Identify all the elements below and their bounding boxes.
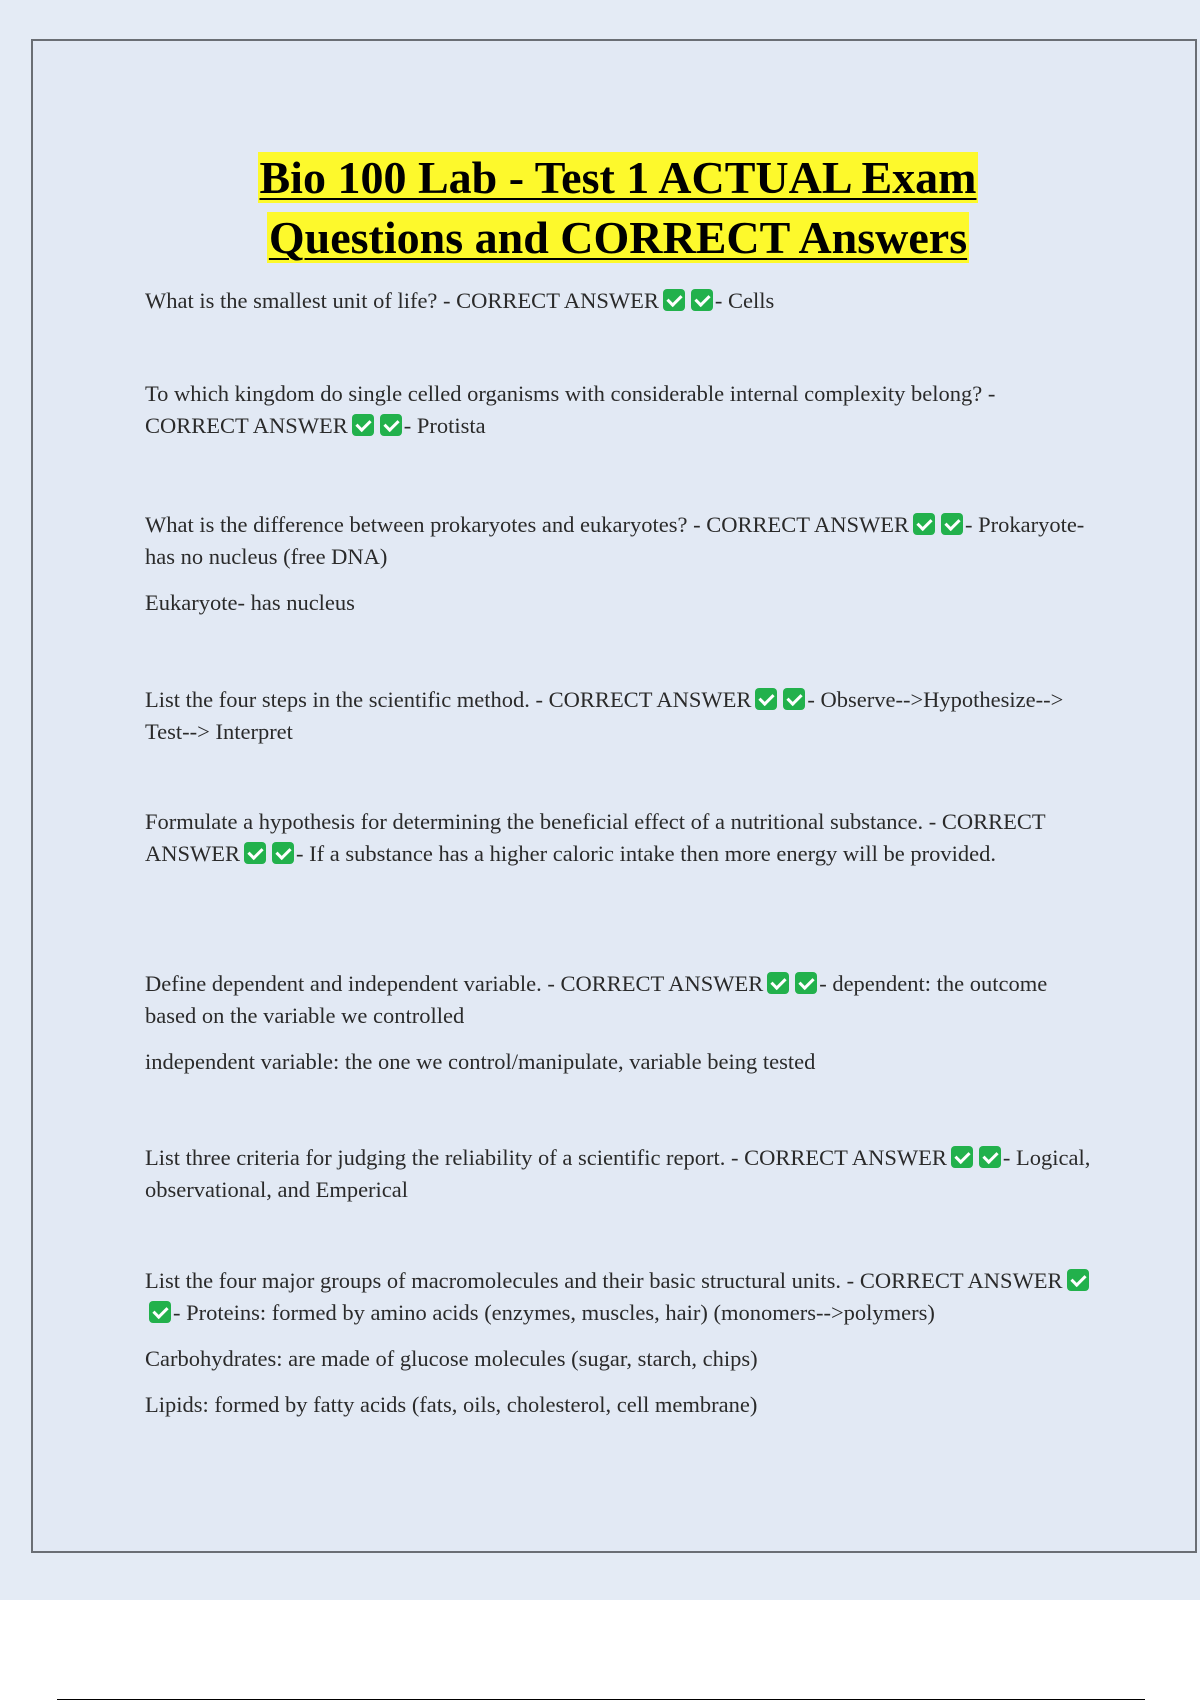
question-text: List the four major groups of macromolecules and their basic structural units. -: [145, 1268, 860, 1293]
question-text: What is the difference between prokaryotes and eukaryotes? -: [145, 512, 707, 537]
qa-item: [145, 684, 1095, 748]
check-icon: [663, 289, 685, 311]
check-icon: [913, 513, 935, 535]
document-title-line-2: Questions and CORRECT Answers: [268, 212, 968, 263]
check-icon: [244, 842, 266, 864]
answer-text: - Proteins: formed by amino acids (enzymes, muscles, hair) (monomers-->polymers): [173, 1300, 935, 1325]
question-text: List the four steps in the scientific method. -: [145, 687, 549, 712]
check-icon: [1067, 1269, 1089, 1291]
check-icon: [795, 972, 817, 994]
check-icon: [149, 1301, 171, 1323]
answer-continuation: Eukaryote- has nucleus: [145, 590, 355, 615]
document-title: [0, 148, 1200, 268]
check-icon: [691, 289, 713, 311]
qa-item: [145, 285, 1095, 317]
check-icon: [951, 1146, 973, 1168]
qa-item: [145, 1142, 1095, 1206]
question-text: List three criteria for judging the reliability of a scientific report. -: [145, 1145, 745, 1170]
check-icon: [979, 1146, 1001, 1168]
check-icon: [755, 688, 777, 710]
qa-item: [145, 509, 1095, 619]
qa-item: [145, 968, 1095, 1078]
qa-item: [145, 1265, 1095, 1421]
question-text: Define dependent and independent variable. -: [145, 971, 561, 996]
check-icon: [783, 688, 805, 710]
answer-marker: CORRECT ANSWER: [744, 1145, 947, 1170]
answer-text: - Prokaryote- has no nucleus (free DNA): [145, 512, 1085, 569]
answer-text: - Protista: [403, 413, 486, 438]
check-icon: [380, 414, 402, 436]
answer-text: - Cells: [714, 288, 775, 313]
answer-marker: CORRECT ANSWER: [560, 971, 764, 996]
answer-marker: CORRECT ANSWER: [456, 288, 659, 313]
qa-item: [145, 378, 1095, 442]
answer-marker: CORRECT ANSWER: [145, 413, 348, 438]
answer-marker: CORRECT ANSWER: [145, 809, 1046, 866]
check-icon: [767, 972, 789, 994]
answer-marker: CORRECT ANSWER: [706, 512, 909, 537]
question-text: What is the smallest unit of life? -: [145, 288, 457, 313]
question-text: To which kingdom do single celled organisms with considerable internal complexity belong? -: [145, 381, 996, 406]
answer-continuation: Lipids: formed by fatty acids (fats, oils, cholesterol, cell membrane): [145, 1392, 758, 1417]
check-icon: [941, 513, 963, 535]
answer-marker: CORRECT ANSWER: [548, 687, 752, 712]
qa-item: [145, 806, 1095, 870]
answer-text: - Logical, observational, and Emperical: [145, 1145, 1091, 1202]
check-icon: [272, 842, 294, 864]
answer-marker: CORRECT ANSWER: [859, 1268, 1063, 1293]
answer-continuation: Carbohydrates: are made of glucose molecules (sugar, starch, chips): [145, 1346, 758, 1371]
check-icon: [352, 414, 374, 436]
question-text: Formulate a hypothesis for determining the beneficial effect of a nutritional substance. -: [145, 809, 942, 834]
document-title-line-1: Bio 100 Lab - Test 1 ACTUAL Exam: [259, 152, 977, 203]
answer-text: - If a substance has a higher caloric intake then more energy will be provided.: [296, 841, 996, 866]
answer-text: - dependent: the outcome based on the variable we controlled: [145, 971, 1048, 1028]
answer-continuation: independent variable: the one we control/manipulate, variable being tested: [145, 1049, 816, 1074]
answer-text: - Observe-->Hypothesize--> Test--> Interpret: [145, 687, 1064, 744]
